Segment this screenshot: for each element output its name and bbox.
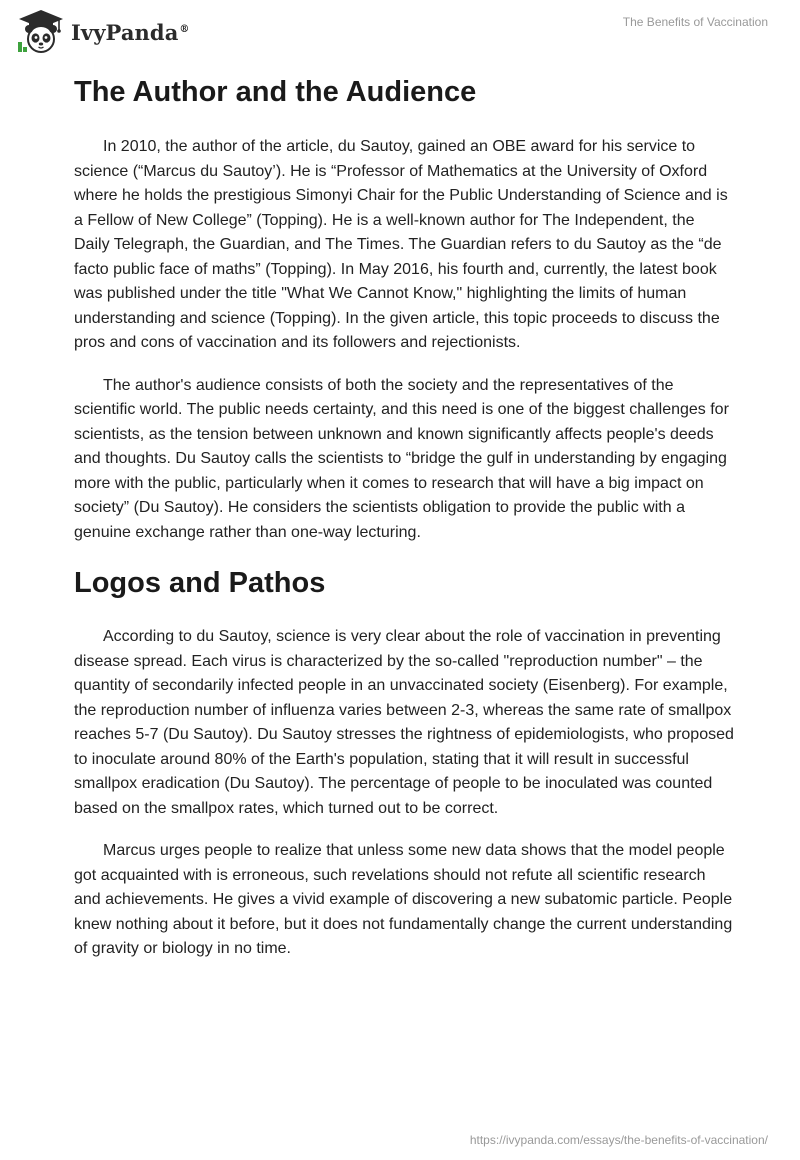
paragraph: In 2010, the author of the article, du Sautoy, gained an OBE award for his service to science (“Marcus du Sautoy’). He is “Professor of Mathematics at the University of Oxford where he holds the prestigious Simonyi Chair for the Public Understanding of Science and is a Fellow of New College” (Topping). He is a well-known author for The Independent, the Daily Telegraph, the Guardian, and The Times. The Guardian refers to du Sautoy as the “de facto public face of maths” (Topping). In May 2016, his fourth and, currently, the latest book was published under the title "What We Cannot Know," highlighting the limits of human understanding and science (Topping). In the given article, this topic proceeds to discuss the pros and cons of vaccination and its followers and rejectionists. [74, 138, 728, 351]
page-header [0, 0, 800, 60]
paragraph: Marcus urges people to realize that unless some new data shows that the model people got acquainted with is erroneous, such revelations should not refute all scientific research and achievements. He gives a vivid example of discovering a new subatomic particle. People knew nothing about it before, but it does not fundamentally change the current understanding of gravity or biology in no time. [74, 842, 733, 957]
paragraph: According to du Sautoy, science is very clear about the role of vaccination in preventing disease spread. Each virus is characterized by the so-called "reproduction number" – the quantity of secondarily infected people in an unvaccinated society (Eisenberg). For example, the reproduction number of influenza varies between 2-3, whereas the same rate of smallpox reaches 5-7 (Du Sautoy). Du Sautoy stresses the rightness of epidemiologists, who proposed to inoculate around 80% of the Earth's population, stating that it will result in successful smallpox eradication (Du Sautoy). The percentage of people to be inoculated was counted based on the smallpox rates, which turned out to be correct. [74, 628, 734, 817]
section-heading: The Author and the Audience [74, 76, 477, 108]
panda-graduate-icon [15, 8, 67, 54]
section-heading: Logos and Pathos [74, 567, 326, 599]
logo[interactable] [15, 8, 190, 54]
logo-text: IvyPanda® [71, 19, 190, 45]
source-url[interactable]: https://ivypanda.com/essays/the-benefits-of-vaccination/ [469, 1133, 768, 1147]
running-title: The Benefits of Vaccination [622, 15, 768, 29]
article-body [74, 70, 734, 980]
paragraph: The author's audience consists of both the society and the representatives of the scientific world. The public needs certainty, and this need is one of the biggest challenges for scientists, as the tension between unknown and known significantly affects people's deeds and thoughts. Du Sautoy calls the scientists to “bridge the gulf in understanding by engaging more with the public, particularly when it comes to research that will have a big impact on society” (Du Sautoy). He considers the scientists obligation to provide the public with a genuine exchange rather than one-way lecturing. [74, 376, 729, 541]
registered-mark: ® [179, 23, 190, 35]
